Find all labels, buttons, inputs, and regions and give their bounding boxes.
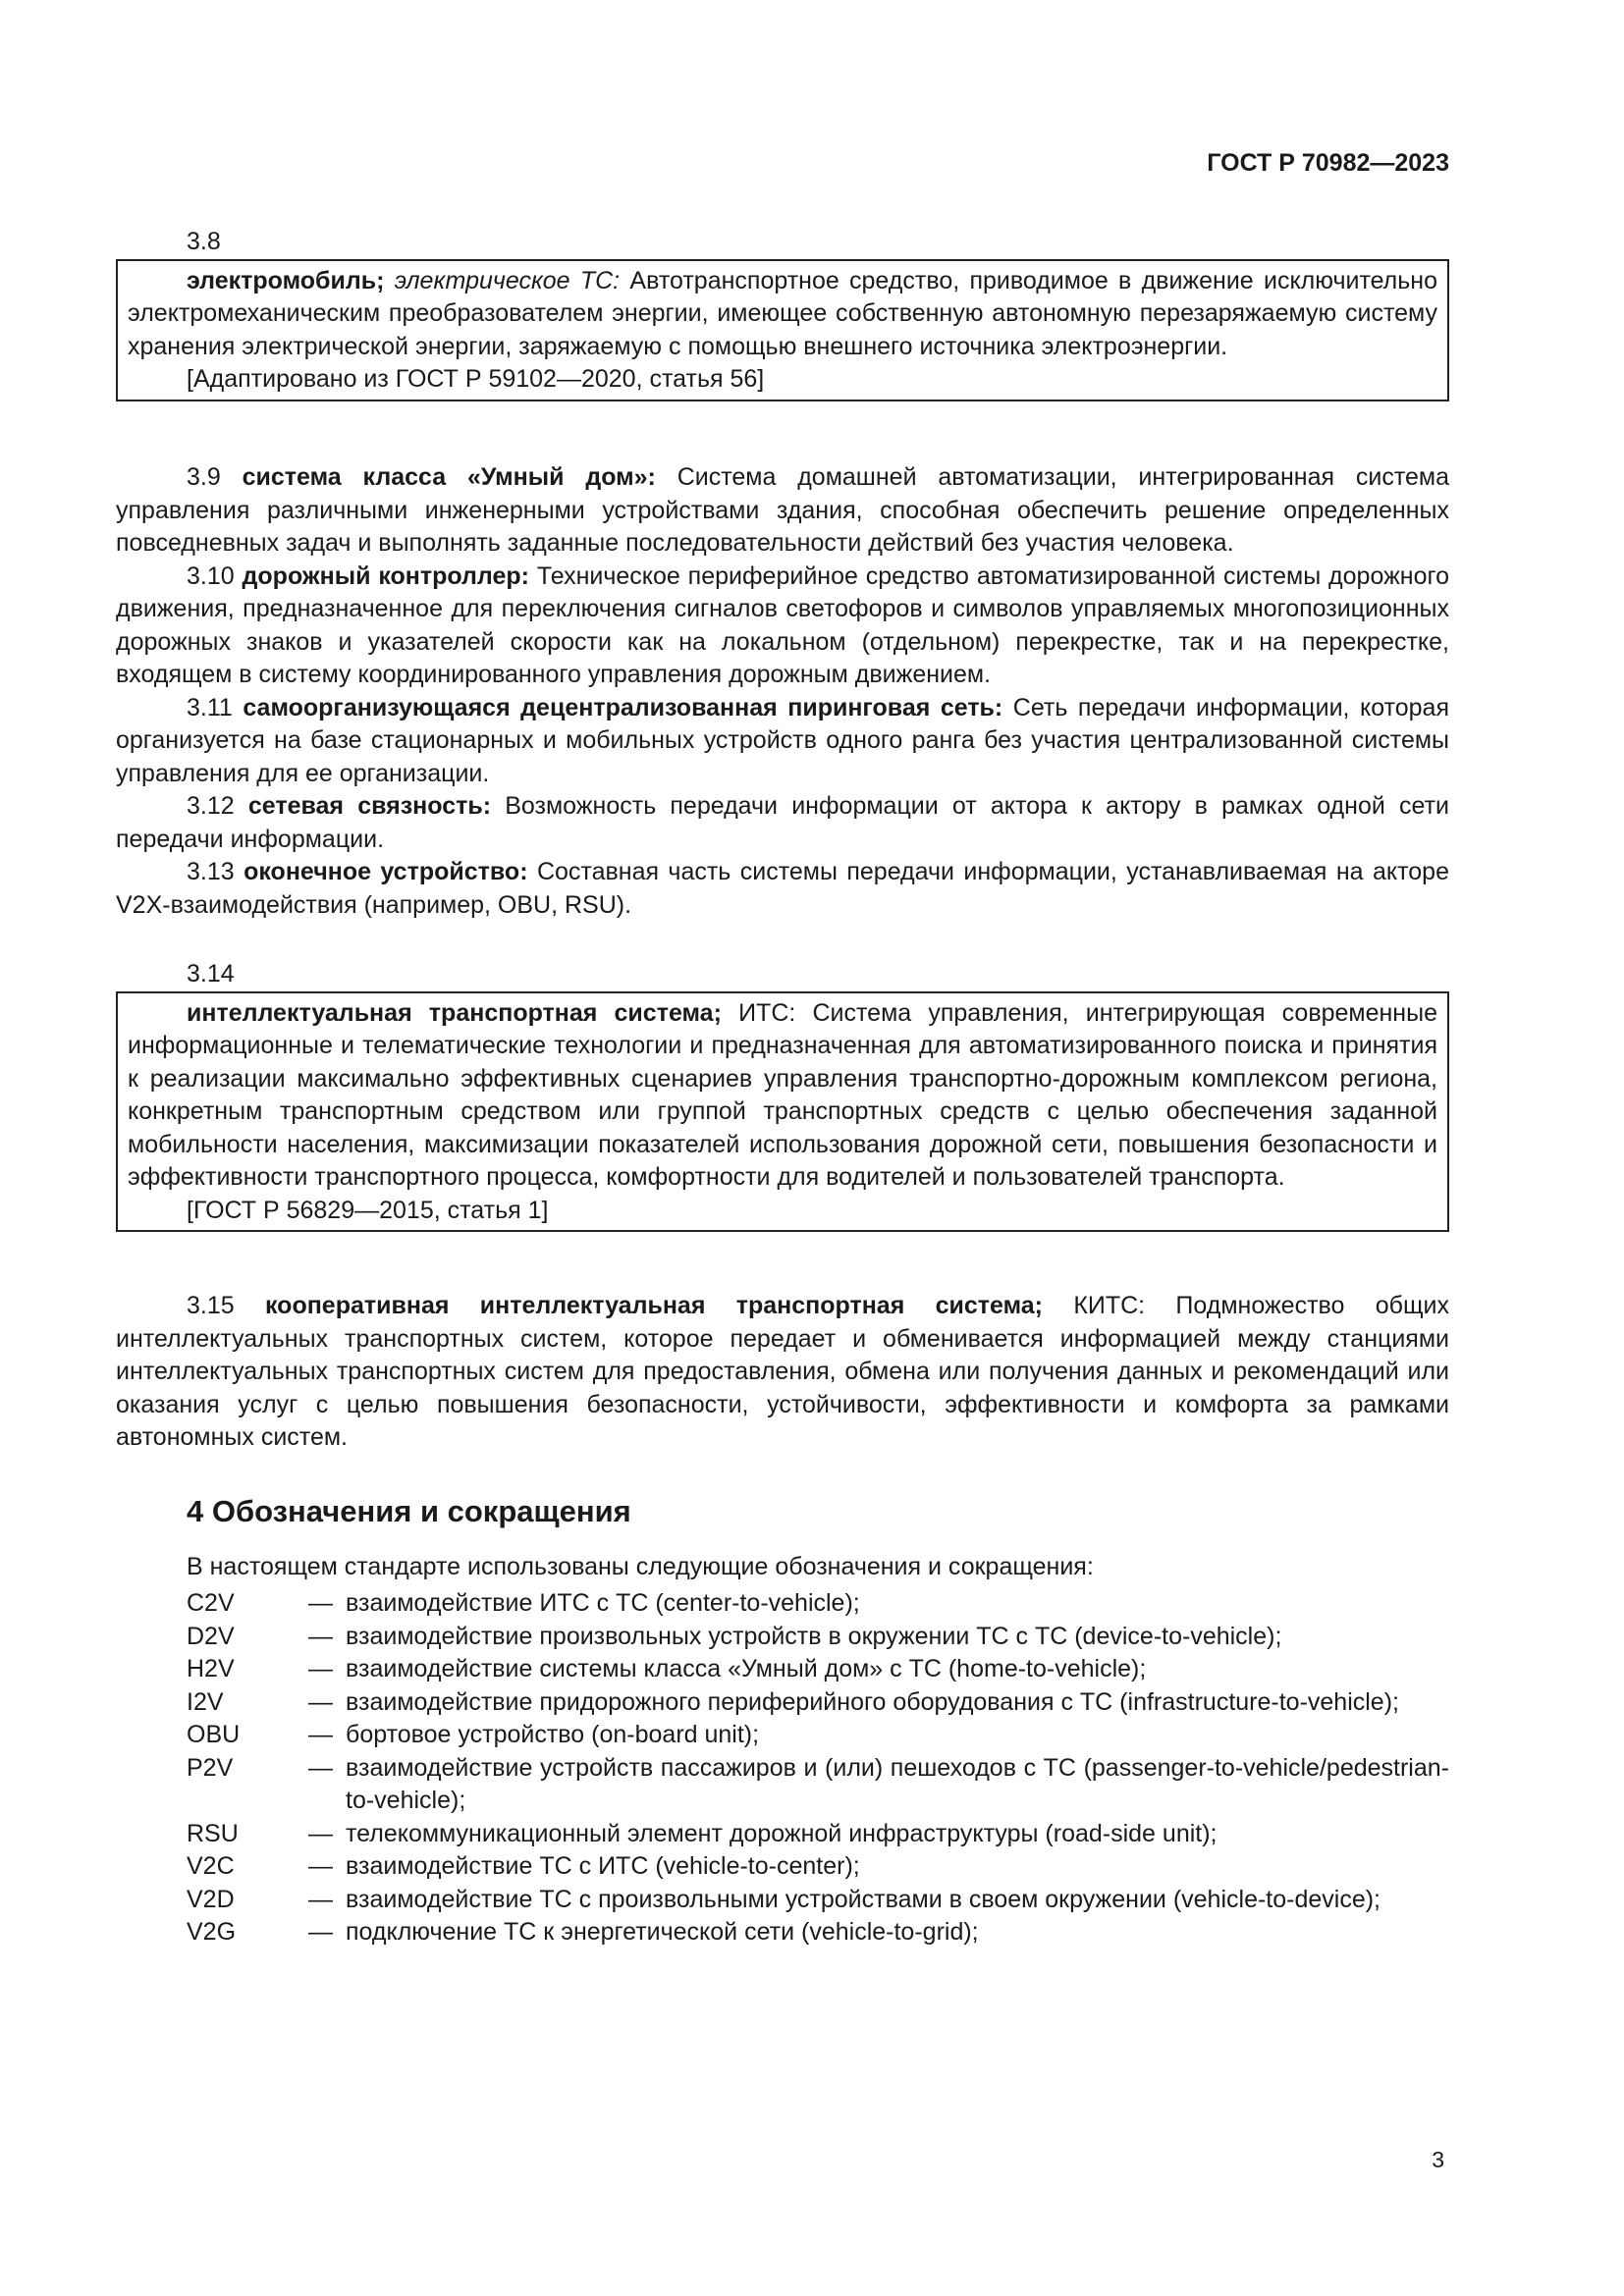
abbreviation-row xyxy=(187,1686,1449,1720)
document-header: ГОСТ Р 70982—2023 xyxy=(1207,149,1449,177)
abbreviation-dash: — xyxy=(308,1687,333,1716)
abbreviation-text: взаимодействие ТС с ИТС (vehicle-to-center); xyxy=(346,1852,860,1880)
section-title: 4 Обозначения и сокращения xyxy=(187,1494,631,1528)
abbreviation-code: OBU xyxy=(187,1721,241,1748)
abbreviation-code: RSU xyxy=(187,1819,239,1847)
abbreviation-row xyxy=(187,1884,1449,1917)
abbreviation-text: взаимодействие придорожного периферийного оборудования с ТС (infrastructure-to-vehicle); xyxy=(346,1687,1399,1716)
abbreviation-dash: — xyxy=(308,1852,333,1880)
term-3-8 xyxy=(116,226,1449,401)
abbreviation-row xyxy=(187,1719,1449,1752)
term-3-9: 3.9 система класса «Умный дом»: Система домашней автоматизации, интегрированная система управления различными инженерными устройствами здания, способная обеспечить решение определенных повседневных задач и выполнять заданные последовательности действий без участия человека. xyxy=(116,463,1449,557)
term-3-10: 3.10 дорожный контроллер: Техническое периферийное средство автоматизированной системы дорожного движения, предназначенное для переключения сигналов светофоров и символов управляемых многопозиционных дорожных знаков и указателей скорости как на локальном (отдельном) перекрестке, так и на перекрестке, входящем в систему координированного управления дорожным движением. xyxy=(116,561,1449,688)
term-3-14 xyxy=(116,958,1449,1232)
term-number: 3.14 xyxy=(187,960,235,988)
abbreviation-dash: — xyxy=(308,1819,333,1847)
abbreviation-code: H2V xyxy=(187,1655,235,1682)
abbreviation-row xyxy=(187,1752,1449,1818)
abbreviation-dash: — xyxy=(308,1622,333,1650)
abbreviation-row xyxy=(187,1916,1449,1949)
abbreviation-text: бортовое устройство (on-board unit); xyxy=(346,1721,760,1748)
term-box xyxy=(116,259,1449,401)
abbreviation-code: I2V xyxy=(187,1687,224,1716)
term-definition: электромобиль; электрическое ТС: Автотранспортное средство, приводимое в движение исключительно электромеханическим преобразователем энергии, имеющее собственную автономную перезаряжаемую систему хранения электрической энергии, заряжаемую с помощью внешнего источника электроэнергии. xyxy=(128,266,1438,360)
term-source: [ГОСТ Р 56829—2015, статья 1] xyxy=(187,1196,549,1224)
abbreviation-dash: — xyxy=(308,1753,333,1782)
section-intro: В настоящем стандарте использованы следующие обозначения и сокращения: xyxy=(187,1553,1094,1580)
abbreviation-text: подключение ТС к энергетической сети (vehicle-to-grid); xyxy=(346,1918,979,1946)
abbreviation-code: V2C xyxy=(187,1852,235,1880)
abbreviation-text: взаимодействие произвольных устройств в окружении ТС с ТС (device-to-vehicle); xyxy=(346,1622,1282,1650)
abbreviation-row xyxy=(187,1818,1449,1851)
terms-block xyxy=(116,461,1449,922)
abbreviation-code: V2G xyxy=(187,1918,237,1946)
abbreviation-dash: — xyxy=(308,1655,333,1682)
abbreviation-text: взаимодействие устройств пассажиров и (или) пешеходов с ТС (passenger-to-vehicle/pedestrian-to-vehicle); xyxy=(346,1753,1449,1814)
abbreviation-code: V2D xyxy=(187,1885,235,1913)
abbreviation-list xyxy=(187,1587,1449,1949)
abbreviation-code: D2V xyxy=(187,1622,235,1650)
abbreviation-code: P2V xyxy=(187,1753,234,1782)
abbreviation-row xyxy=(187,1621,1449,1654)
term-3-12: 3.12 сетевая связность: Возможность передачи информации от актора к актору в рамках одной сети передачи информации. xyxy=(116,792,1449,853)
abbreviation-dash: — xyxy=(308,1721,333,1748)
abbreviation-row xyxy=(187,1653,1449,1686)
abbreviation-dash: — xyxy=(308,1885,333,1913)
term-3-11: 3.11 самоорганизующаяся децентрализованная пиринговая сеть: Сеть передачи информации, которая организуется на базе стационарных и мобильных устройств одного ранга без участия централизованной системы управления для ее организации. xyxy=(116,693,1449,787)
abbreviation-text: взаимодействие ИТС с ТС (center-to-vehicle); xyxy=(346,1589,860,1617)
abbreviation-row xyxy=(187,1587,1449,1621)
abbreviation-code: C2V xyxy=(187,1589,235,1617)
term-source: [Адаптировано из ГОСТ Р 59102—2020, статья 56] xyxy=(187,365,765,393)
abbreviation-text: взаимодействие системы класса «Умный дом» с ТС (home-to-vehicle); xyxy=(346,1655,1147,1682)
abbreviation-text: взаимодействие ТС с произвольными устройствами в своем окружении (vehicle-to-device); xyxy=(346,1885,1381,1913)
abbreviation-dash: — xyxy=(308,1589,333,1617)
abbreviation-dash: — xyxy=(308,1918,333,1946)
term-3-15 xyxy=(116,1290,1449,1455)
abbreviation-row xyxy=(187,1850,1449,1884)
abbreviation-text: телекоммуникационный элемент дорожной инфраструктуры (road-side unit); xyxy=(346,1819,1218,1847)
term-box xyxy=(116,991,1449,1233)
term-3-13: 3.13 оконечное устройство: Составная часть системы передачи информации, устанавливаемая на акторе V2X-взаимодействия (например, OBU, RSU). xyxy=(116,858,1449,919)
page-number: 3 xyxy=(1432,2147,1444,2172)
term-definition: интеллектуальная транспортная система; ИТС: Система управления, интегрирующая современные информационные и телематические технологии и предназначенная для автоматизированного поиска и принятия к реализации максимально эффективных сценариев управления транспортно-дорожным комплексом региона, конкретным транспортным средством или группой транспортных средств с целью обеспечения заданной мобильности населения, максимизации показателей использования дорожной сети, повышения безопасности и эффективности транспортного процесса, комфортности для водителей и пользователей транспорта. xyxy=(128,998,1437,1191)
term-number: 3.8 xyxy=(187,228,221,255)
term-definition: 3.15 кооперативная интеллектуальная транспортная система; КИТС: Подмножество общих интеллектуальных транспортных систем, которое передает и обменивается информацией между станциями интеллектуальных транспортных систем для предоставления, обмена или получения данных и рекомендаций или оказания услуг с целью повышения безопасности, устойчивости, эффективности и комфорта за рамками автономных систем. xyxy=(116,1292,1449,1451)
